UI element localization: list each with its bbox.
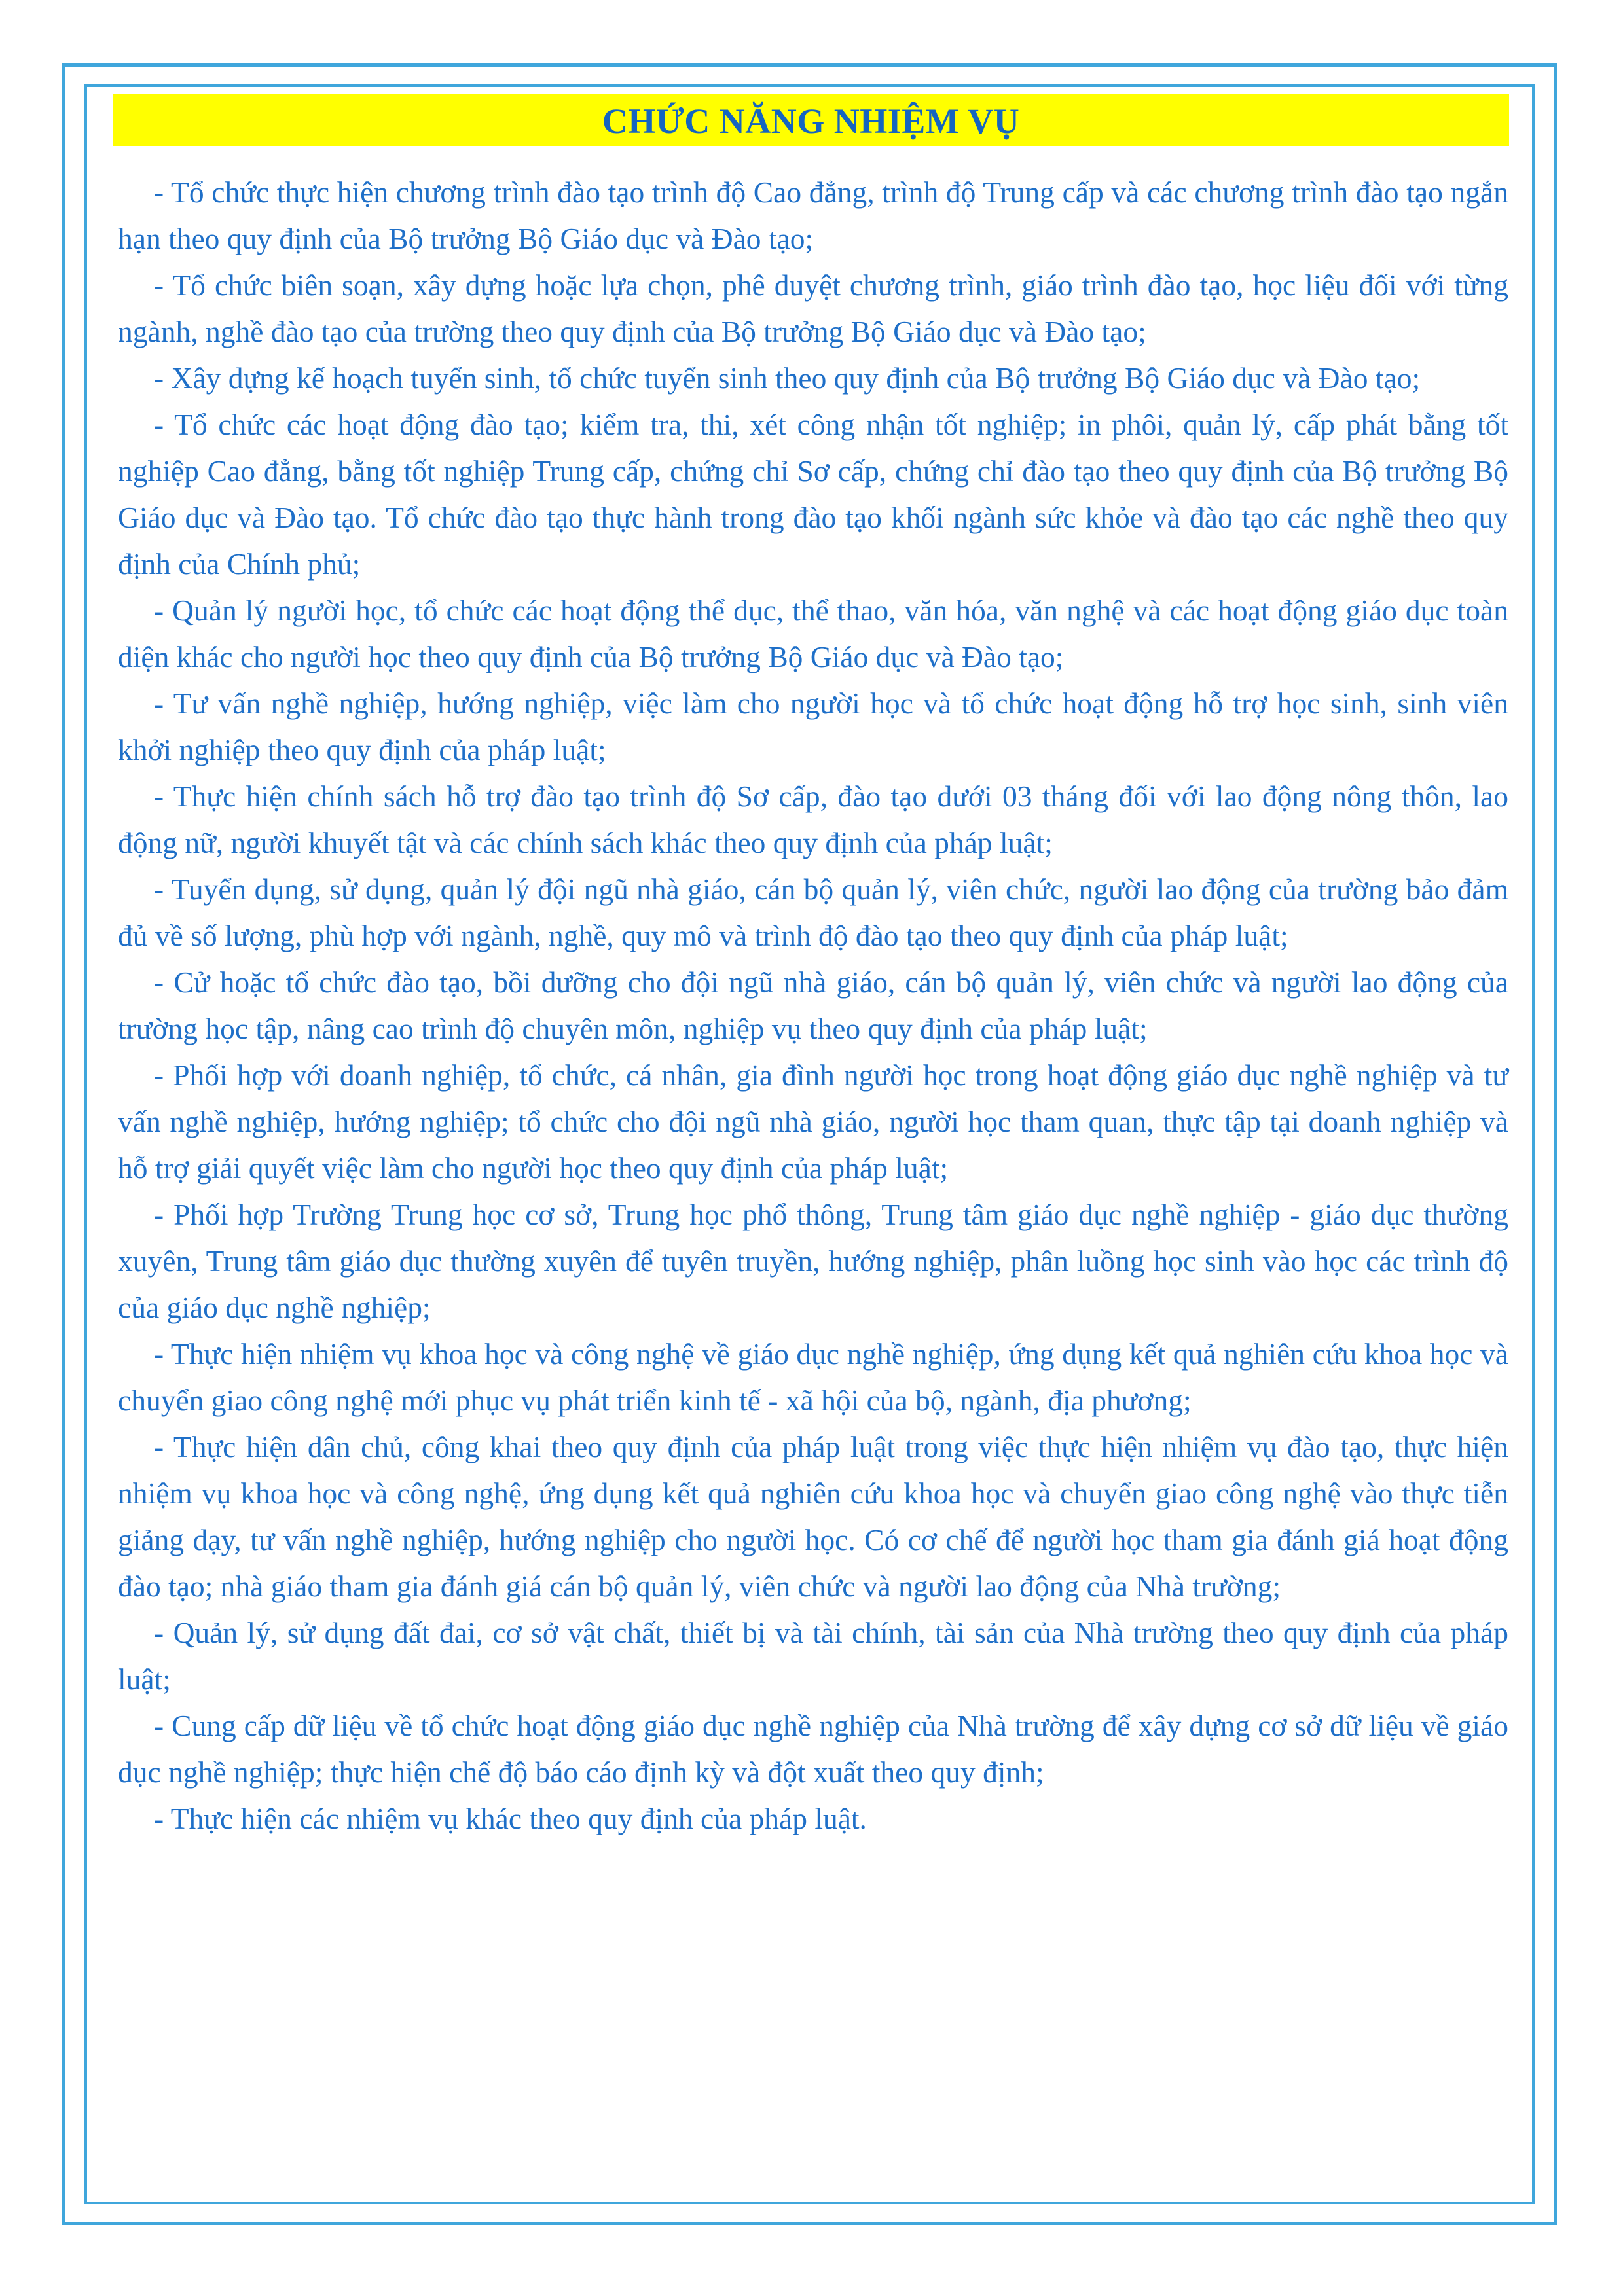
list-item: - Tư vấn nghề nghiệp, hướng nghiệp, việc làm cho người học và tổ chức hoạt động hỗ trợ học sinh, sinh viên khởi nghiệp theo quy định của pháp luật; <box>118 687 1508 766</box>
title-banner <box>113 94 1509 146</box>
list-item: - Cử hoặc tổ chức đào tạo, bồi dưỡng cho đội ngũ nhà giáo, cán bộ quản lý, viên chức và người lao động của trường học tập, nâng cao trình độ chuyên môn, nghiệp vụ theo quy định của pháp luật; <box>118 965 1508 1045</box>
list-item: - Cung cấp dữ liệu về tổ chức hoạt động giáo dục nghề nghiệp của Nhà trường để xây dựng cơ sở dữ liệu về giáo dục nghề nghiệp; thực hiện chế độ báo cáo định kỳ và đột xuất theo quy định; <box>118 1709 1508 1789</box>
list-item: - Quản lý người học, tổ chức các hoạt động thể dục, thể thao, văn hóa, văn nghệ và các hoạt động giáo dục toàn diện khác cho người học theo quy định của Bộ trưởng Bộ Giáo dục và Đào tạo; <box>118 594 1508 673</box>
list-item: - Tổ chức thực hiện chương trình đào tạo trình độ Cao đẳng, trình độ Trung cấp và các chương trình đào tạo ngắn hạn theo quy định của Bộ trưởng Bộ Giáo dục và Đào tạo; <box>118 175 1508 255</box>
list-item: - Phối hợp với doanh nghiệp, tổ chức, cá nhân, gia đình người học trong hoạt động giáo dục nghề nghiệp và tư vấn nghề nghiệp, hướng nghiệp; tổ chức cho đội ngũ nhà giáo, người học tham quan, thực tập tại doanh nghiệp và hỗ trợ giải quyết việc làm cho người học theo quy định của pháp luật; <box>118 1058 1508 1185</box>
list-item: - Thực hiện các nhiệm vụ khác theo quy định của pháp luật. <box>154 1802 867 1835</box>
list-item: - Phối hợp Trường Trung học cơ sở, Trung học phổ thông, Trung tâm giáo dục nghề nghiệp - giáo dục thường xuyên, Trung tâm giáo dục thường xuyên để tuyên truyền, hướng nghiệp, phân luồng học sinh vào học các trình độ của giáo dục nghề nghiệp; <box>118 1198 1508 1324</box>
list-item: - Thực hiện nhiệm vụ khoa học và công nghệ về giáo dục nghề nghiệp, ứng dụng kết quả nghiên cứu khoa học và chuyển giao công nghệ mới phục vụ phát triển kinh tế - xã hội của bộ, ngành, địa phương; <box>118 1337 1508 1417</box>
list-item: - Tuyển dụng, sử dụng, quản lý đội ngũ nhà giáo, cán bộ quản lý, viên chức, người lao động của trường bảo đảm đủ về số lượng, phù hợp với ngành, nghề, quy mô và trình độ đào tạo theo quy định của pháp luật; <box>118 872 1508 952</box>
duties-list <box>118 169 1508 1842</box>
list-item: - Thực hiện chính sách hỗ trợ đào tạo trình độ Sơ cấp, đào tạo dưới 03 tháng đối với lao động nông thôn, lao động nữ, người khuyết tật và các chính sách khác theo quy định của pháp luật; <box>118 780 1508 859</box>
list-item: - Thực hiện dân chủ, công khai theo quy định của pháp luật trong việc thực hiện nhiệm vụ đào tạo, thực hiện nhiệm vụ khoa học và công nghệ, ứng dụng kết quả nghiên cứu khoa học và chuyển giao công nghệ vào thực tiễn giảng dạy, tư vấn nghề nghiệp, hướng nghiệp cho người học. Có cơ chế để người học tham gia đánh giá hoạt động đào tạo; nhà giáo tham gia đánh giá cán bộ quản lý, viên chức và người lao động của Nhà trường; <box>118 1430 1508 1603</box>
list-item: - Tổ chức biên soạn, xây dựng hoặc lựa chọn, phê duyệt chương trình, giáo trình đào tạo, học liệu đối với từng ngành, nghề đào tạo của trường theo quy định của Bộ trưởng Bộ Giáo dục và Đào tạo; <box>118 268 1508 348</box>
page-title: CHỨC NĂNG NHIỆM VỤ <box>602 101 1020 141</box>
list-item: - Tổ chức các hoạt động đào tạo; kiểm tra, thi, xét công nhận tốt nghiệp; in phôi, quản lý, cấp phát bằng tốt nghiệp Cao đẳng, bằng tốt nghiệp Trung cấp, chứng chỉ Sơ cấp, chứng chỉ đào tạo theo quy định của Bộ trưởng Bộ Giáo dục và Đào tạo. Tổ chức đào tạo thực hành trong đào tạo khối ngành sức khỏe và đào tạo các nghề theo quy định của Chính phủ; <box>118 408 1508 581</box>
list-item: - Xây dựng kế hoạch tuyển sinh, tổ chức tuyển sinh theo quy định của Bộ trưởng Bộ Giáo dục và Đào tạo; <box>154 361 1421 395</box>
list-item: - Quản lý, sử dụng đất đai, cơ sở vật chất, thiết bị và tài chính, tài sản của Nhà trường theo quy định của pháp luật; <box>118 1616 1508 1696</box>
